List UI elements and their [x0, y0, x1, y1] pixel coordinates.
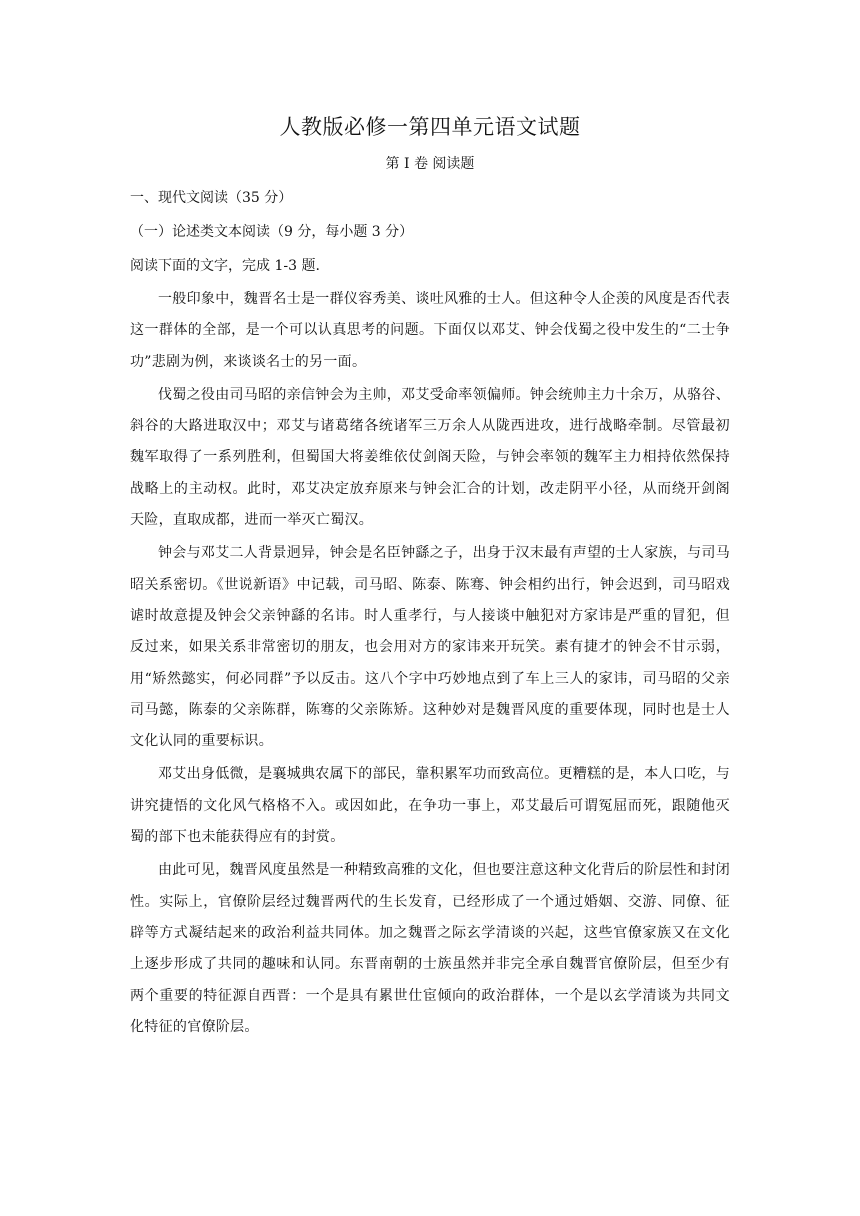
- subsection-heading: （一）论述类文本阅读（9 分，每小题 3 分）: [130, 224, 414, 240]
- passage-paragraph: 邓艾出身低微，是襄城典农属下的部民，靠积累军功而致高位。更糟糕的是，本人口吃，与讲究捷悟的文化风气格格不入。或因如此，在争功一事上，邓艾最后可谓冤屈而死，跟随他灭蜀的部下也未能获得应有的封赏。: [130, 766, 730, 846]
- document-title: 人教版必修一第四单元语文试题: [279, 115, 581, 139]
- document-page: [130, 112, 730, 1043]
- passage-paragraph: 一般印象中，魏晋名士是一群仪容秀美、谈吐风雅的士人。但这种令人企羡的风度是否代表这一群体的全部，是一个可以认真思考的问题。下面仅以邓艾、钟会伐蜀之役中发生的“二士争功”悲剧为例，来谈谈名士的另一面。: [130, 291, 730, 370]
- reading-instruction: 阅读下面的文字，完成 1-3 题.: [130, 258, 320, 274]
- passage-paragraph: 钟会与邓艾二人背景迥异，钟会是名臣钟繇之子，出身于汉末最有声望的士人家族，与司马昭关系密切。《世说新语》中记载，司马昭、陈泰、陈骞、钟会相约出行，钟会迟到，司马昭戏谑时故意提及钟会父亲钟繇的名讳。时人重孝行，与人接谈中触犯对方家讳是严重的冒犯，但反过来，如果关系非常密切的朋友，也会用对方的家讳来开玩笑。素有捷才的钟会不甘示弱，用“矫然懿实，何必同群”予以反击。这八个字中巧妙地点到了车上三人的家讳，司马昭的父亲司马懿，陈泰的父亲陈群，陈骞的父亲陈矫。这种妙对是魏晋风度的重要体现，同时也是士人文化认同的重要标识。: [130, 545, 730, 750]
- document-subtitle: 第 I 卷 阅读题: [385, 156, 475, 172]
- section-heading: 一、现代文阅读（35 分）: [130, 190, 293, 206]
- passage: [130, 284, 730, 1043]
- passage-paragraph: 伐蜀之役由司马昭的亲信钟会为主帅，邓艾受命率领偏师。钟会统帅主力十余万，从骆谷、斜谷的大路进取汉中；邓艾与诸葛绪各统诸军三万余人从陇西进攻，进行战略牵制。尽管最初魏军取得了一系列胜利，但蜀国大将姜维依仗剑阁天险，与钟会率领的魏军主力相持依然保持战略上的主动权。此时，邓艾决定放弃原来与钟会汇合的计划，改走阴平小径，从而绕开剑阁天险，直取成都，进而一举灭亡蜀汉。: [130, 386, 730, 529]
- passage-paragraph: 由此可见，魏晋风度虽然是一种精致高雅的文化，但也要注意这种文化背后的阶层性和封闭性。实际上，官僚阶层经过魏晋两代的生长发育，已经形成了一个通过婚姻、交游、同僚、征辟等方式凝结起来的政治利益共同体。加之魏晋之际玄学清谈的兴起，这些官僚家族又在文化上逐步形成了共同的趣味和认同。东晋南朝的士族虽然并非完全承自魏晋官僚阶层，但至少有两个重要的特征源自西晋：一个是具有累世仕宦倾向的政治群体，一个是以玄学清谈为共同文化特征的官僚阶层。: [130, 862, 730, 1035]
